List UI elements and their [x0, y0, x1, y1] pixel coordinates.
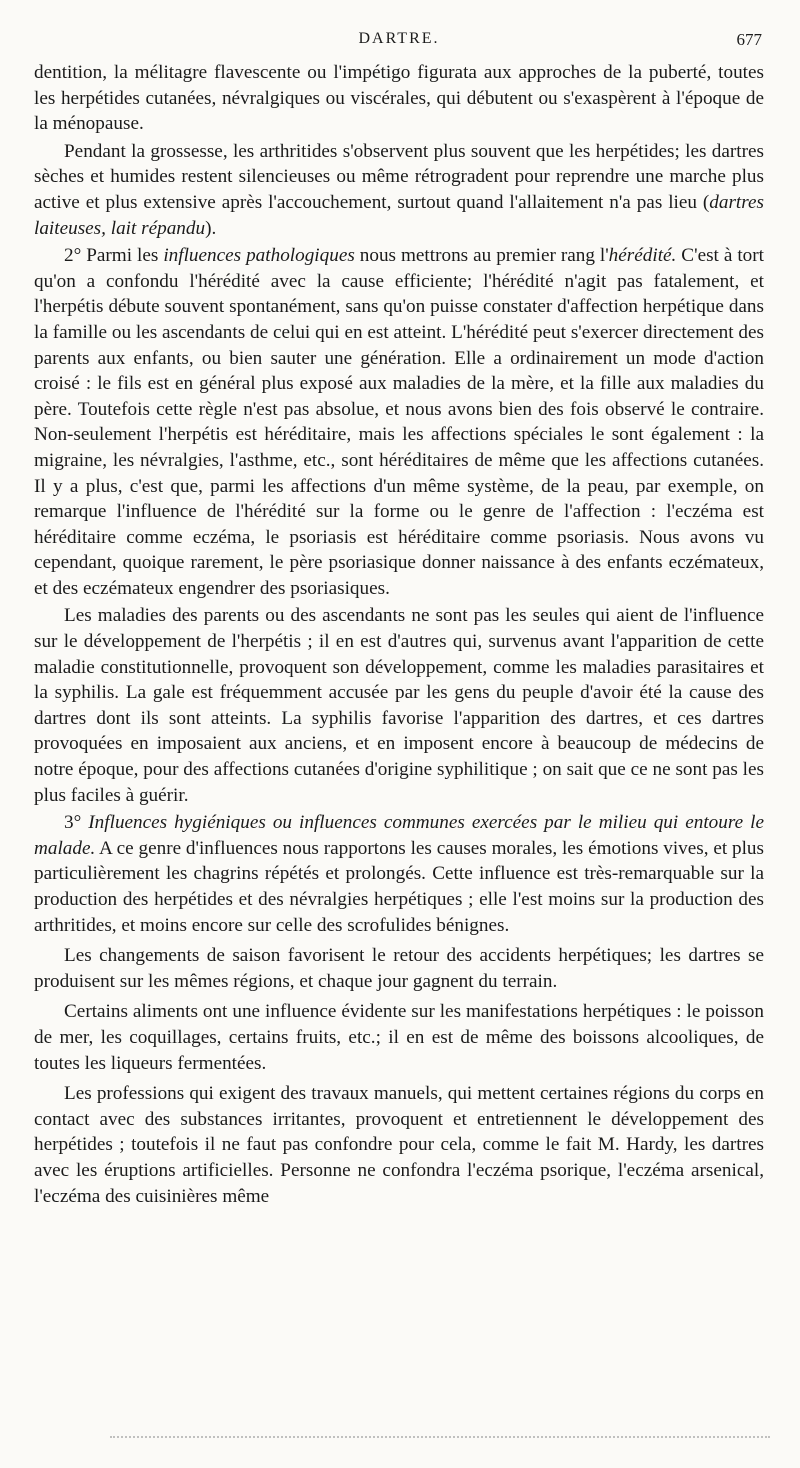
page-number: 677	[736, 30, 762, 49]
paragraph-3-text: nous mettrons au premier rang l'	[354, 245, 609, 267]
paragraph-6: Les changements de saison favorisent le retour des accidents herpétiques; les dartres se produisent sur les mêmes régions, et chaque jour gagnent du terrain.	[34, 945, 764, 992]
running-header	[34, 30, 764, 56]
paragraph-5-italic-heading: Influences hygiéniques ou influences communes exercées par le milieu qui entoure le malade.	[34, 812, 764, 859]
page-body	[34, 60, 764, 1209]
page-footer-rule	[110, 1436, 770, 1438]
paragraph-4: Les maladies des parents ou des ascendants ne sont pas les seules qui aient de l'influence sur le développement de l'herpétis ; il en est d'autres qui, survenus avant l'apparition de cette maladie constitutionnelle, provoquent son développement, comme les maladies parasitaires et la syphilis. La gale est fréquemment accusée par les gens du peuple d'avoir été la cause des dartres dont ils sont atteints. La syphilis favorise l'apparition des dartres, et ces dartres provoquées en imposaient aux anciens, et en imposent encore à beaucoup de médecins de notre époque, pour des affections cutanées d'origine syphilitique ; on sait que ce ne sont pas les plus faciles à guérir.	[34, 605, 764, 806]
running-title: DARTRE.	[358, 30, 440, 47]
paragraph-3	[34, 243, 764, 601]
paragraph-1: dentition, la mélitagre flavescente ou l'impétigo figurata aux approches de la puberté, toutes les herpétides cutanées, névralgiques ou viscérales, qui débutent ou s'exaspèrent à l'époque de la ménopause.	[34, 62, 764, 135]
paragraph-2-end: ).	[205, 217, 217, 239]
paragraph-2-italic: dartres laiteuses, lait répandu	[34, 191, 764, 239]
paragraph-8: Les professions qui exigent des travaux manuels, qui mettent certaines régions du corps en contact avec des substances irritantes, provoquent et entretiennent le développement des herpétides ; toutefois il ne faut pas confondre pour cela, comme le fait M. Hardy, les dartres avec les éruptions artificielles. Personne ne confondra l'eczéma psorique, l'eczéma arsenical, l'eczéma des cuisinières même	[34, 1083, 764, 1207]
paragraph-2	[34, 139, 764, 241]
paragraph-3-italic-influences: influences pathologiques	[163, 245, 355, 267]
paragraph-3-italic-heredite: hérédité.	[608, 245, 677, 267]
paragraph-5-body: A ce genre d'influences nous rapportons les causes morales, les émotions vives, et plus particulièrement les chagrins répétés et prolongés. Cette influence est très-remarquable sur la production des herpétides et des névralgies herpétiques ; elle l'est moins sur la production des arthritides, et moins encore sur celle des scrofulides bénignes.	[34, 837, 764, 936]
paragraph-7: Certains aliments ont une influence évidente sur les manifestations herpétiques : le poisson de mer, les coquillages, certains fruits, etc.; il en est de même des boissons alcooliques, de toutes les liqueurs fermentées.	[34, 1001, 764, 1074]
paragraph-2-text: Pendant la grossesse, les arthritides s'observent plus souvent que les herpétides; les dartres sèches et humides restent silencieuses ou même rétrogradent pour reprendre une marche plus active et plus extensive après l'accouchement, surtout quand l'allaitement n'a pas lieu (	[34, 140, 764, 213]
paragraph-5	[34, 810, 764, 938]
paragraph-5-number: 3°	[64, 812, 89, 834]
paragraph-3-number: 2° Parmi les	[64, 245, 164, 267]
paragraph-3-body: C'est à tort qu'on a confondu l'hérédité avec la cause efficiente; l'hérédité n'agit pas fatalement, et l'herpétis débute souvent spontanément, sans qu'on puisse constater d'affection herpétique dans la famille ou les ascendants de celui qui en est atteint. L'hérédité peut s'exercer directement des parents aux enfants, ou bien sauter une génération. Elle a ordinairement un mode d'action croisé : le fils est en général plus exposé aux maladies de la mère, et la fille aux maladies du père. Toutefois cette règle n'est pas absolue, et nous avons bien des fois observé le contraire. Non-seulement l'herpétis est héréditaire, mais les affections spéciales le sont également : la migraine, les névralgies, l'asthme, etc., sont héréditaires de même que les affections cutanées. Il y a plus, c'est que, parmi les affections d'un même système, de la peau, par exemple, on remarque l'influence de l'hérédité sur la forme ou le genre de l'affection : l'eczéma est héréditaire comme eczéma, le psoriasis est héréditaire comme psoriasis. Nous avons vu cependant, quoique rarement, le père psoriasique donner naissance à des enfants eczémateux, et des eczémateux engendrer des psoriasiques.	[34, 245, 764, 599]
